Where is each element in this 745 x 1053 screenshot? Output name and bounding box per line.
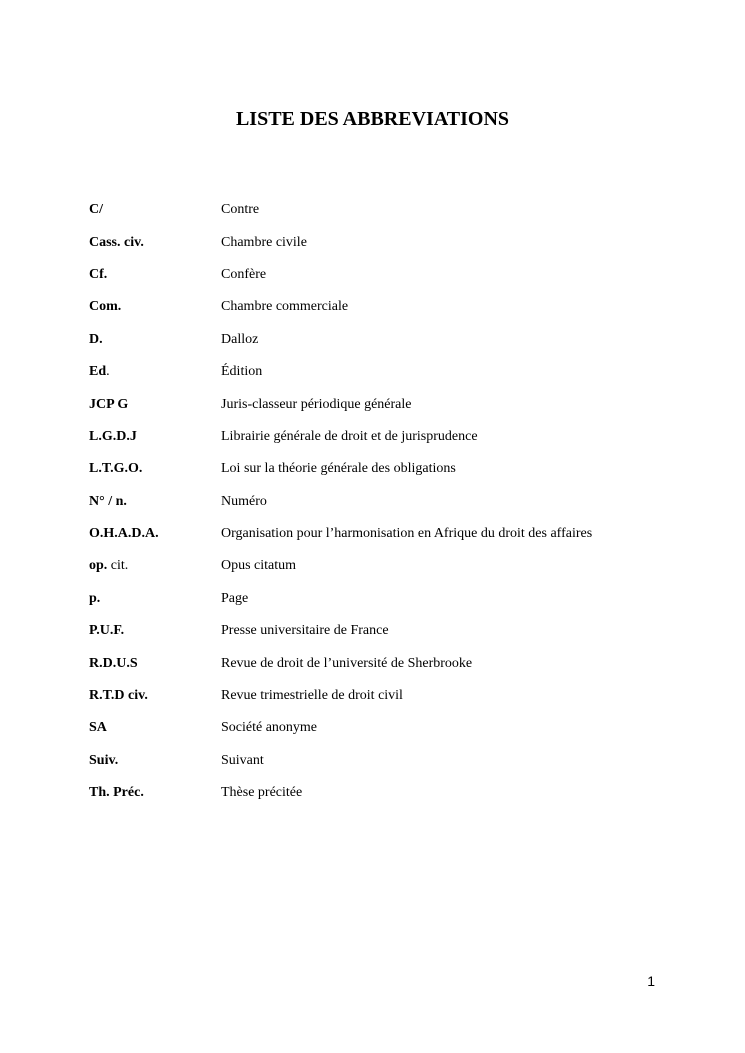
definition: Contre [221, 202, 260, 218]
definition: Revue trimestrielle de droit civil [221, 688, 403, 704]
definition: Revue de droit de l’université de Sherbrooke [221, 655, 473, 671]
list-item [89, 291, 689, 323]
definition: Édition [221, 364, 263, 380]
definition: Numéro [221, 493, 267, 509]
list-item [89, 647, 689, 679]
abbreviation: N° / n. [89, 493, 127, 509]
abbreviation: Cass. civ. [89, 234, 144, 250]
abbreviation: O.H.A.D.A. [89, 526, 159, 542]
list-item [89, 421, 689, 453]
definition: Suivant [221, 752, 264, 768]
list-item [89, 486, 689, 518]
abbreviation: JCP G [89, 396, 129, 412]
definition: Librairie générale de droit et de jurisprudence [221, 428, 478, 444]
abbreviation: P.U.F. [89, 623, 125, 639]
abbreviation: C/ [89, 202, 103, 218]
list-item [89, 226, 689, 258]
abbreviation: R.D.U.S [89, 655, 138, 671]
page-number: 1 [647, 973, 655, 989]
definition: Chambre commerciale [221, 299, 349, 315]
list-item [89, 356, 689, 388]
list-item [89, 194, 689, 226]
list-item [89, 777, 689, 809]
list-item [89, 453, 689, 485]
definition: Page [221, 590, 249, 606]
definition: Opus citatum [221, 558, 297, 574]
abbreviation: Suiv. [89, 752, 119, 768]
definition: Confère [221, 266, 267, 282]
abbreviation: op. cit. [89, 558, 129, 574]
abbreviation: p. [89, 590, 101, 606]
abbreviation-list [89, 194, 689, 809]
list-item [89, 745, 689, 777]
definition: Thèse précitée [221, 785, 303, 801]
abbreviation: R.T.D civ. [89, 688, 148, 704]
abbreviation: L.T.G.O. [89, 461, 143, 477]
list-item [89, 259, 689, 291]
list-item [89, 583, 689, 615]
page-title: LISTE DES ABBREVIATIONS [235, 108, 510, 130]
abbreviation: Ed. [89, 364, 110, 380]
definition: Société anonyme [221, 720, 318, 736]
definition: Juris-classeur périodique générale [221, 396, 412, 412]
definition: Chambre civile [221, 234, 307, 250]
abbreviation: Com. [89, 299, 122, 315]
list-item [89, 550, 689, 582]
abbreviation: Cf. [89, 266, 108, 282]
list-item [89, 324, 689, 356]
definition: Presse universitaire de France [221, 623, 389, 639]
list-item [89, 388, 689, 420]
definition: Loi sur la théorie générale des obligations [221, 461, 456, 477]
list-item [89, 680, 689, 712]
abbreviation: L.G.D.J [89, 428, 137, 444]
abbreviation: D. [89, 331, 103, 347]
definition: Dalloz [221, 331, 259, 347]
definition: Organisation pour l’harmonisation en Afrique du droit des affaires [221, 526, 593, 542]
list-item [89, 615, 689, 647]
list-item [89, 518, 689, 550]
abbreviation: Th. Préc. [89, 785, 144, 801]
list-item [89, 712, 689, 744]
abbreviation: SA [89, 720, 107, 736]
